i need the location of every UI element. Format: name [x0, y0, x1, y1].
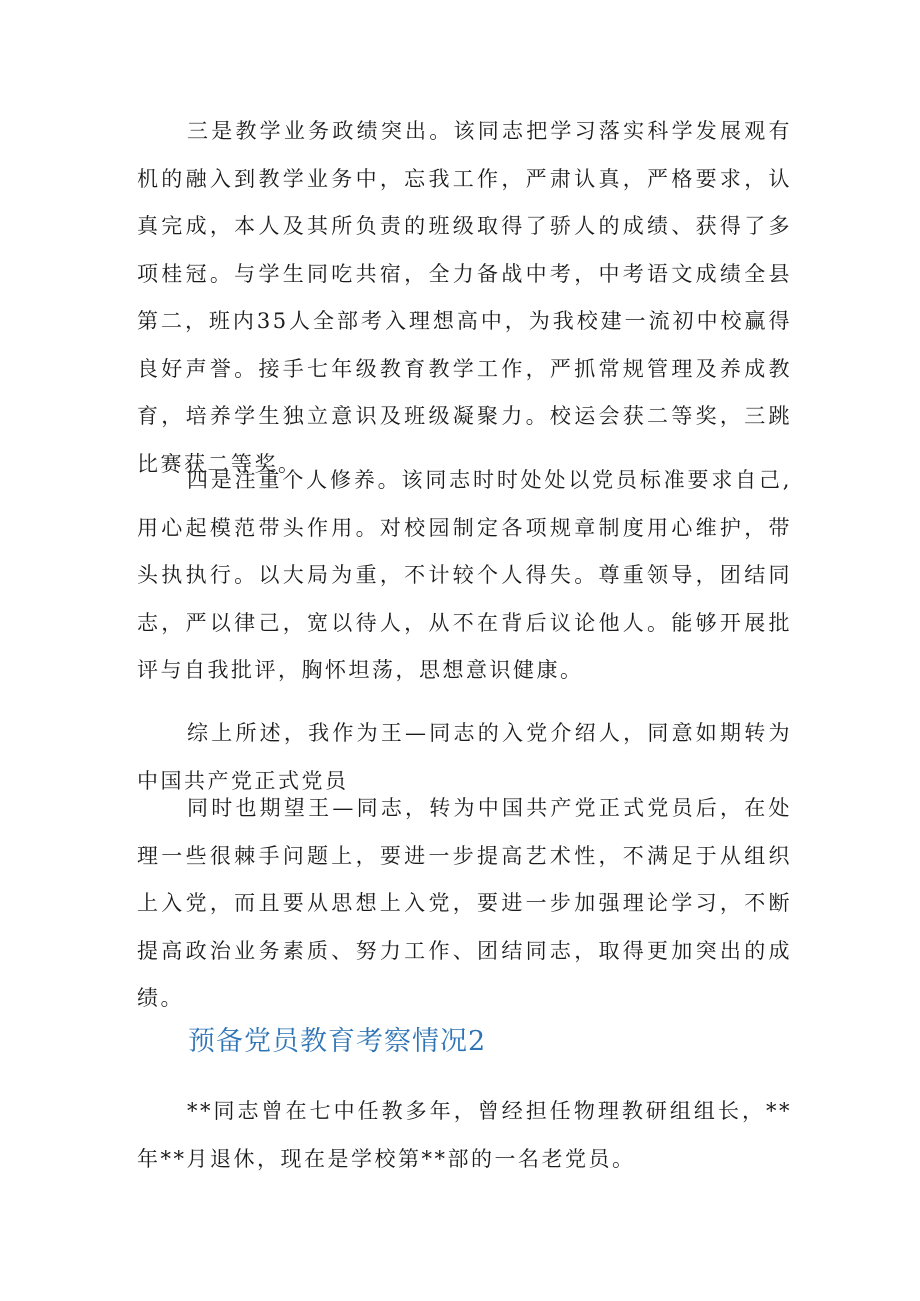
- section-heading: 预备党员教育考察情况2: [188, 1026, 487, 1057]
- paragraph-section2-intro: **同志曾在七中任教多年，曾经担任物理教研组组长，**年**月退休，现在是学校第**部的一名老党员。: [137, 1099, 792, 1171]
- paragraph-teaching-achievements: 三是教学业务政绩突出。该同志把学习落实科学发展观有机的融入到教学业务中，忘我工作，严肃认真，严格要求，认真完成，本人及其所负责的班级取得了骄人的成绩、获得了多项桂冠。与学生同吃共宿，全力备战中考，中考语文成绩全县第二，班内35人全部考入理想高中，为我校建一流初中校赢得良好声誉。接手七年级教育教学工作，严抓常规管理及养成教育，培养学生独立意识及班级凝聚力。校运会获二等奖，三跳比赛获二等奖。: [137, 119, 792, 476]
- paragraph-conclusion: 综上所述，我作为王—同志的入党介绍人，同意如期转为中国共产党正式党员: [137, 721, 792, 793]
- paragraph-personal-cultivation: 四是注重个人修养。该同志时时处处以党员标准要求自己,用心起模范带头作用。对校园制定各项规章制度用心维护，带头执执行。以大局为重，不计较个人得失。尊重领导，团结同志，严以律己，宽以待人，从不在背后议论他人。能够开展批评与自我批评，胸怀坦荡，思想意识健康。: [137, 468, 792, 682]
- paragraph-expectations: 同时也期望王—同志，转为中国共产党正式党员后，在处理一些很棘手问题上，要进一步提高艺术性，不满足于从组织上入党，而且要从思想上入党，要进一步加强理论学习，不断提高政治业务素质、努力工作、团结同志，取得更加突出的成绩。: [137, 796, 792, 1010]
